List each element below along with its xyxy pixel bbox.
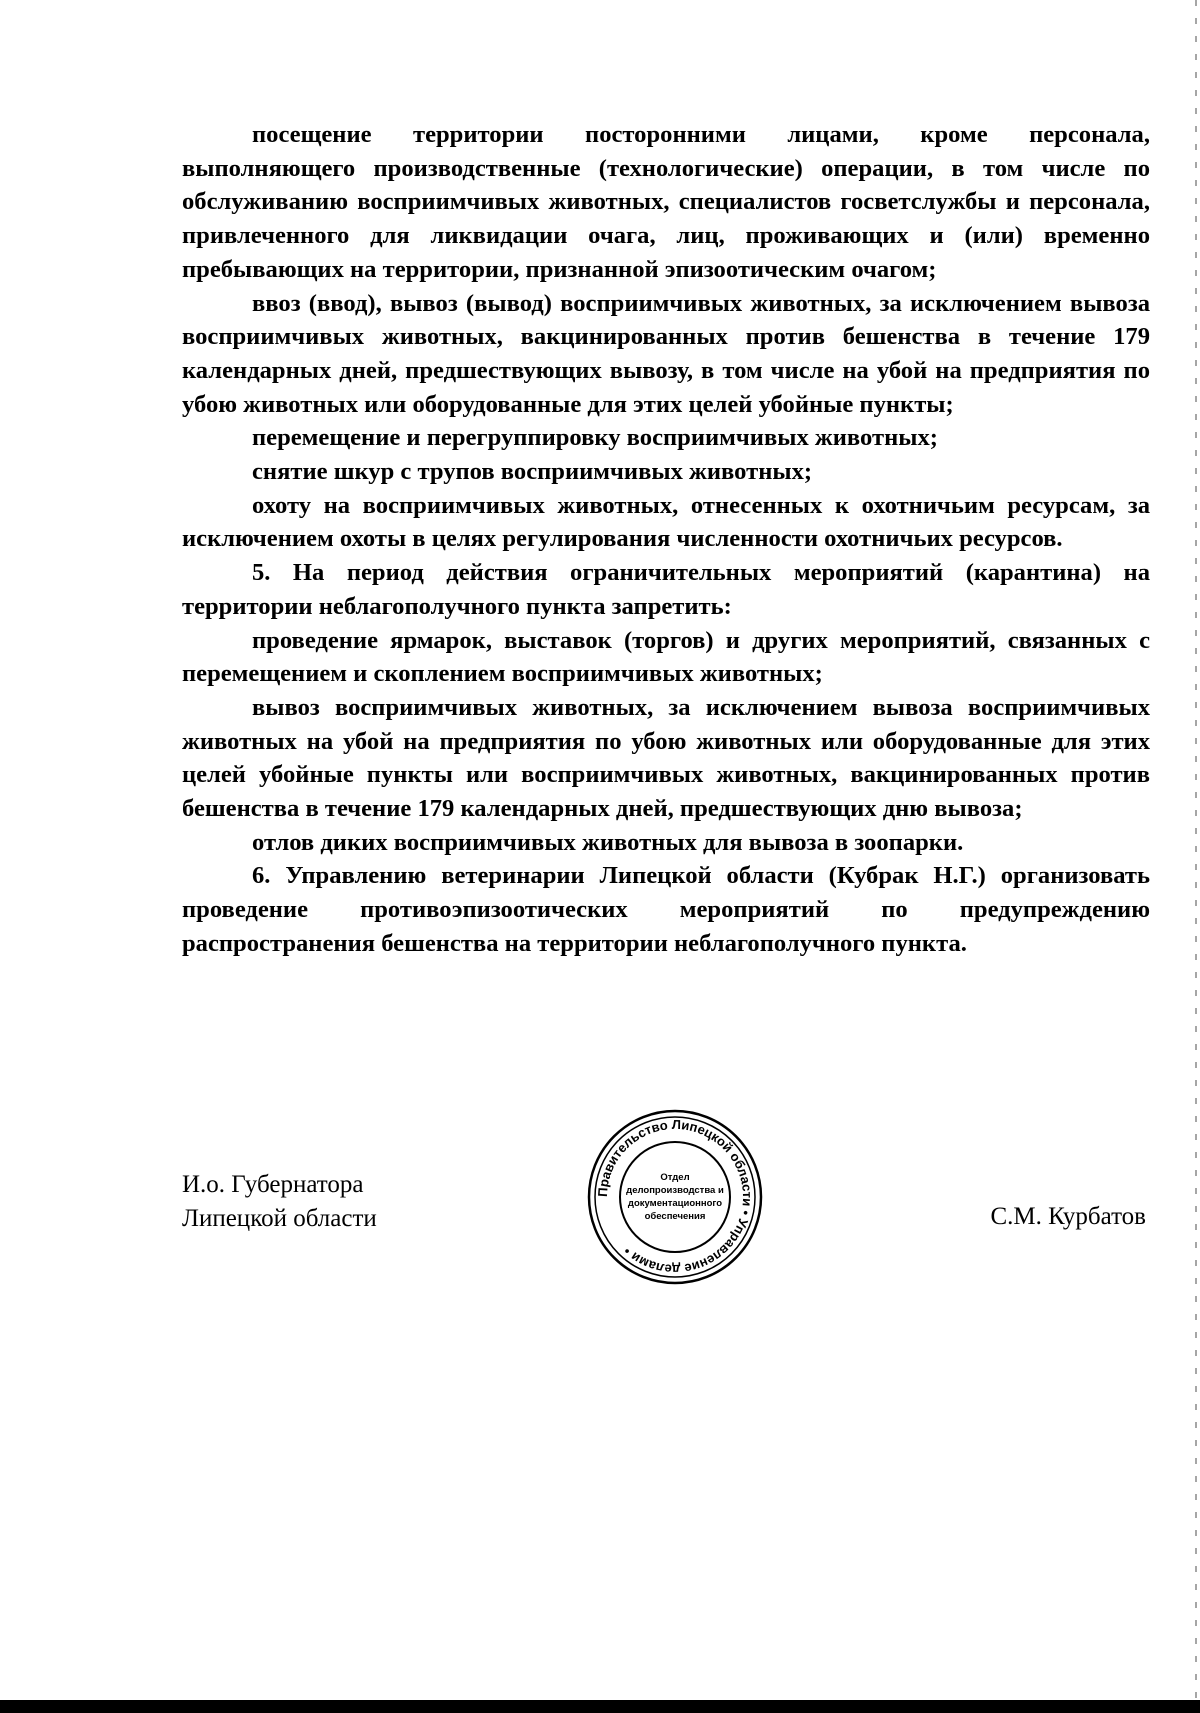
paragraph: отлов диких восприимчивых животных для вывоза в зоопарки. — [252, 828, 964, 856]
stamp-outer-text: Правительство Липецкой области • Управление делами • — [594, 1116, 756, 1278]
stamp-inner-text: делопроизводства и — [626, 1185, 724, 1196]
paragraph: проведение ярмарок, выставок (торгов) и других мероприятий, связанных с перемещением и скоплением восприимчивых животных; — [182, 626, 1150, 688]
paragraph: снятие шкур с трупов восприимчивых животных; — [252, 458, 813, 486]
document-body — [182, 118, 1150, 961]
paragraph: перемещение и перегруппировку восприимчивых животных; — [252, 424, 938, 452]
paragraph: охоту на восприимчивых животных, отнесенных к охотничьим ресурсам, за исключением охоты в целях регулирования численности охотничьих ресурсов. — [182, 491, 1150, 553]
paragraph: 6. Управлению ветеринарии Липецкой области (Кубрак Н.Г.) организовать проведение противоэпизоотических мероприятий по предупреждению распространения бешенства на территории неблагополучного пункта. — [182, 862, 1150, 957]
scan-edge-artifact — [1195, 0, 1197, 1700]
stamp-inner-text: обеспечения — [644, 1211, 706, 1222]
stamp-inner-ring — [620, 1142, 730, 1252]
stamp-inner-text: документационного — [627, 1198, 723, 1209]
official-stamp — [586, 1108, 764, 1286]
signatory-title — [182, 1168, 377, 1236]
signatory-name: С.М. Курбатов — [990, 1203, 1146, 1230]
stamp-outer-ring — [589, 1111, 761, 1283]
paragraph: ввоз (ввод), вывоз (вывод) восприимчивых животных, за исключением вывоза восприимчивых животных, вакцинированных против бешенства в течение 179 календарных дней, предшествующих вывозу, в том числе на убой на предприятия по убою животных или оборудованные для этих целей убойные пункты; — [182, 289, 1150, 418]
signatory-title-line: Липецкой области — [182, 1205, 377, 1232]
scan-bottom-border — [0, 1700, 1200, 1713]
stamp-inner-text: Отдел — [660, 1172, 690, 1183]
paragraph: посещение территории посторонними лицами, кроме персонала, выполняющего производственные (технологические) операции, в том числе по обслуживанию восприимчивых животных, специалистов госветслужбы и персонала, привлеченного для ликвидации очага, лиц, проживающих и (или) временно пребывающих на территории, признанной эпизоотическим очагом; — [182, 121, 1150, 283]
signatory-title-line: И.о. Губернатора — [182, 1171, 364, 1198]
paragraph: 5. На период действия ограничительных мероприятий (карантина) на территории неблагополучного пункта запретить: — [182, 559, 1150, 620]
paragraph: вывоз восприимчивых животных, за исключением вывоза восприимчивых животных на убой на предприятия по убою животных или оборудованные для этих целей убойные пункты или восприимчивых животных, вакцинированных против бешенства в течение 179 календарных дней, предшествующих дню вывоза; — [182, 693, 1150, 823]
